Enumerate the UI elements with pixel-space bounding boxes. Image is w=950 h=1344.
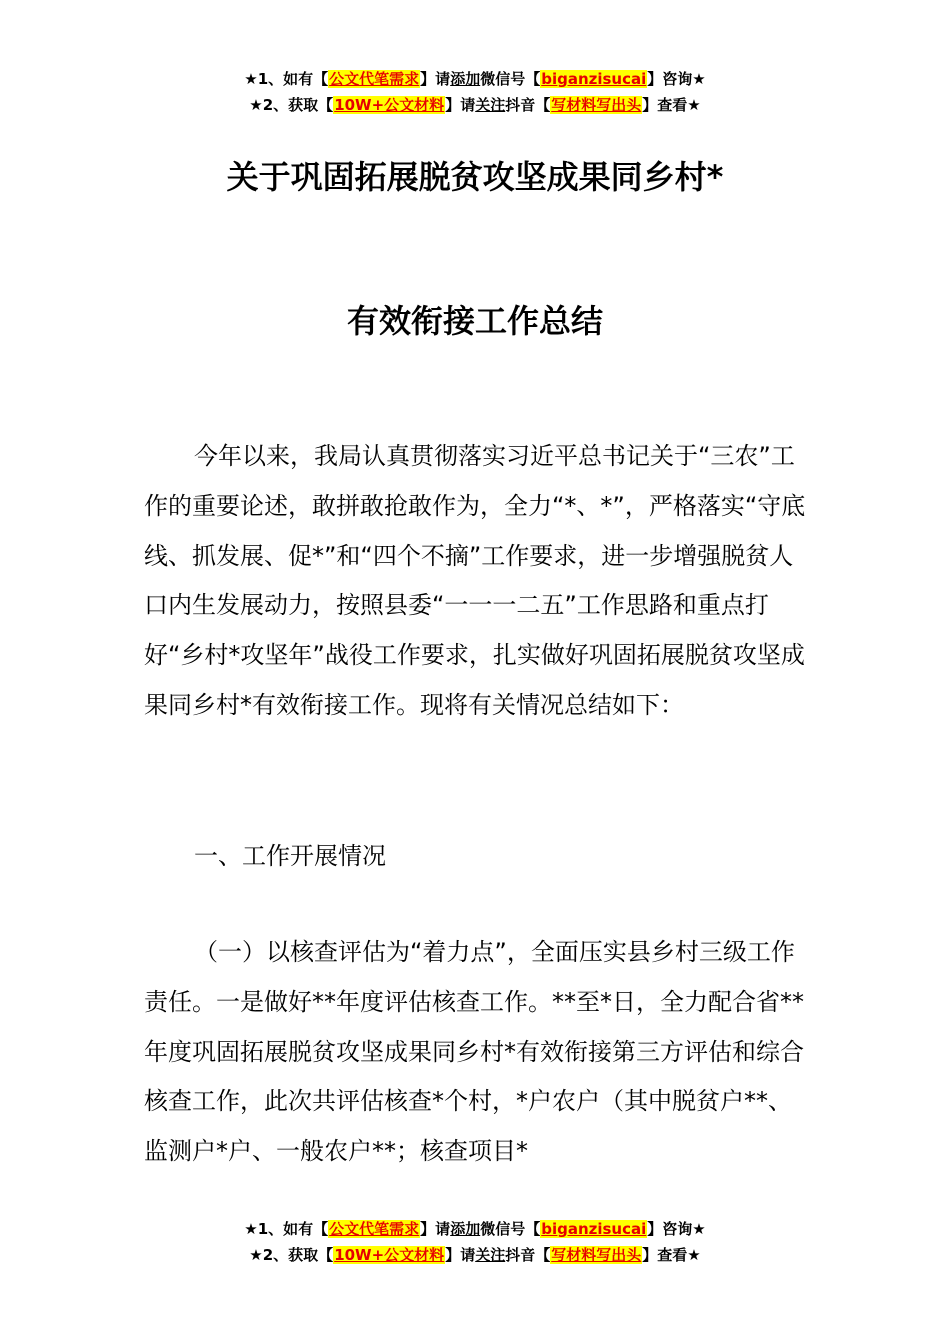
section-heading: 一、工作开展情况: [194, 842, 386, 870]
banner-underlined-text: 添加: [450, 1220, 481, 1238]
banner-highlight-wechat-id: biganzisucai: [541, 1220, 647, 1238]
banner-text: 微信号【: [480, 70, 541, 88]
banner-text: ★2、获取【: [249, 1246, 334, 1264]
banner-text: ★2、获取【: [249, 96, 334, 114]
banner-text: ★1、如有【: [244, 1220, 329, 1238]
banner-text: 微信号【: [480, 1220, 541, 1238]
header-banner: [0, 66, 950, 118]
banner-text: 抖音【: [505, 1246, 551, 1264]
banner-highlight-materials: 10W+公文材料: [334, 96, 445, 114]
banner-text: 】查看★: [642, 1246, 701, 1264]
banner-highlight-douyin: 写材料写出头: [551, 96, 642, 114]
banner-highlight-materials: 10W+公文材料: [334, 1246, 445, 1264]
subsection-paragraph: （一）以核查评估为“着力点”，全面压实县乡村三级工作责任。一是做好**年度评估核查工作。**至*日，全力配合省**年度巩固拓展脱贫攻坚成果同乡村*有效衔接第三方评估和综合核查工作，此次共评估核查*个村，*户农户（其中脱贫户**、监测户*户、一般农户**；核查项目*: [144, 938, 804, 1166]
banner-text: 】请: [420, 70, 451, 88]
banner-highlight-wechat-id: biganzisucai: [541, 70, 647, 88]
banner-text: 】请: [445, 1246, 476, 1264]
banner-highlight-service: 公文代笔需求: [329, 70, 420, 88]
banner-text: ★1、如有【: [244, 70, 329, 88]
document-title-line-1: 关于巩固拓展脱贫攻坚成果同乡村*: [226, 158, 724, 196]
footer-banner: [0, 1216, 950, 1268]
banner-text: 】查看★: [642, 96, 701, 114]
banner-text: 】咨询★: [647, 1220, 706, 1238]
banner-text: 】请: [445, 96, 476, 114]
banner-highlight-service: 公文代笔需求: [329, 1220, 420, 1238]
intro-paragraph: 今年以来，我局认真贯彻落实习近平总书记关于“三农”工作的重要论述，敢拼敢抢敢作为，全力“*、*”，严格落实“守底线、抓发展、促*”和“四个不摘”工作要求，进一步增强脱贫人口内生发展动力，按照县委“一一一二五”工作思路和重点打好“乡村*攻坚年”战役工作要求，扎实做好巩固拓展脱贫攻坚成果同乡村*有效衔接工作。现将有关情况总结如下：: [144, 442, 806, 719]
banner-text: 】请: [420, 1220, 451, 1238]
banner-text: 抖音【: [505, 96, 551, 114]
banner-line-2: [0, 1242, 950, 1268]
banner-line-1: [0, 1216, 950, 1242]
document-title-line-2: 有效衔接工作总结: [346, 302, 603, 340]
banner-underlined-text: 添加: [450, 70, 481, 88]
banner-highlight-douyin: 写材料写出头: [551, 1246, 642, 1264]
banner-underlined-text: 关注: [475, 96, 506, 114]
banner-line-2: [0, 92, 950, 118]
banner-underlined-text: 关注: [475, 1246, 506, 1264]
banner-line-1: [0, 66, 950, 92]
banner-text: 】咨询★: [647, 70, 706, 88]
